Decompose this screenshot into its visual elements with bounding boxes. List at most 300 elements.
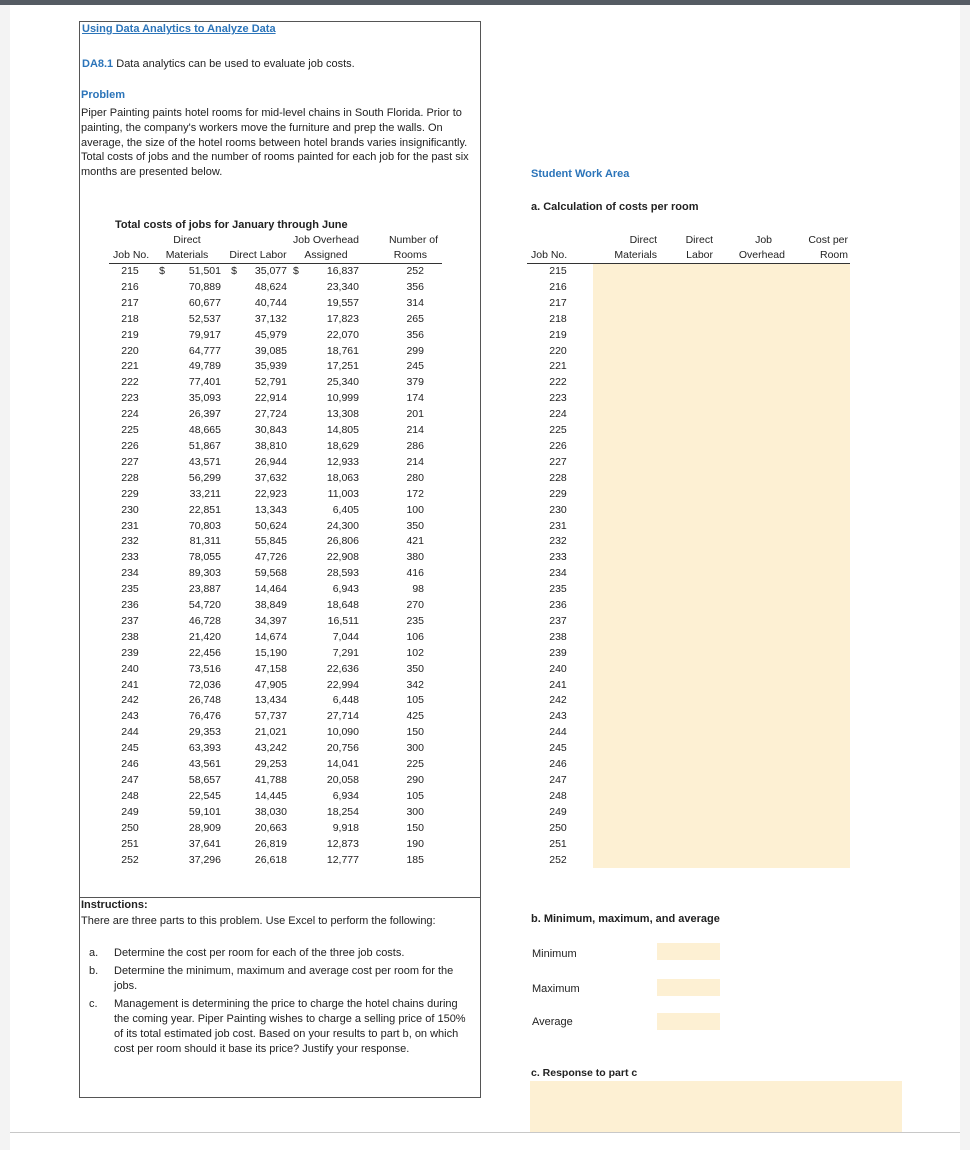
currency-cell	[151, 296, 165, 312]
work-labor-cell[interactable]	[657, 312, 717, 328]
work-labor-cell[interactable]	[657, 646, 717, 662]
work-cost-per-room-cell[interactable]	[787, 757, 850, 773]
overhead-cell: 19,557	[326, 296, 359, 309]
work-materials-cell[interactable]	[593, 344, 657, 360]
work-materials-cell[interactable]	[593, 646, 657, 662]
work-cost-per-room-cell[interactable]	[787, 487, 850, 503]
work-cost-per-room-cell[interactable]	[787, 471, 850, 487]
work-overhead-cell[interactable]	[717, 789, 787, 805]
materials-cell: 26,748	[188, 694, 221, 707]
maximum-input-cell[interactable]	[657, 979, 720, 996]
work-labor-cell[interactable]	[657, 423, 717, 439]
overhead-cell: 18,254	[326, 805, 359, 818]
overhead-cell: 16,511	[327, 614, 359, 627]
work-row	[527, 328, 850, 344]
rooms-cell: 342	[406, 678, 424, 691]
work-materials-cell[interactable]	[593, 407, 657, 423]
work-materials-cell[interactable]	[593, 693, 657, 709]
work-job-number-cell: 224	[549, 408, 567, 421]
currency-cell	[223, 359, 237, 375]
work-materials-cell[interactable]	[593, 534, 657, 550]
work-materials-cell[interactable]	[593, 614, 657, 630]
currency-cell	[293, 598, 303, 614]
work-materials-cell[interactable]	[593, 582, 657, 598]
work-job-number-cell: 218	[549, 312, 567, 325]
work-materials-cell[interactable]	[593, 741, 657, 757]
rooms-cell: 380	[406, 551, 424, 564]
work-labor-cell[interactable]	[657, 407, 717, 423]
labor-cell: 37,132	[254, 312, 287, 325]
job-number-cell: 215	[121, 265, 139, 277]
labor-cell: 52,791	[254, 376, 287, 389]
work-cost-per-room-cell[interactable]	[787, 423, 850, 439]
work-materials-cell[interactable]	[593, 439, 657, 455]
work-cost-per-room-cell[interactable]	[787, 709, 850, 725]
work-overhead-cell[interactable]	[717, 630, 787, 646]
currency-cell	[151, 582, 165, 598]
work-overhead-cell[interactable]	[717, 662, 787, 678]
materials-cell: 70,889	[188, 280, 221, 293]
overhead-cell: 22,636	[326, 662, 359, 675]
work-labor-cell[interactable]	[657, 296, 717, 312]
header-top-materials: Direct	[173, 234, 201, 246]
work-row	[527, 805, 850, 821]
work-labor-cell[interactable]	[657, 519, 717, 535]
work-overhead-cell[interactable]	[717, 296, 787, 312]
work-job-number-cell: 227	[549, 455, 567, 468]
work-labor-cell[interactable]	[657, 280, 717, 296]
work-materials-cell[interactable]	[593, 391, 657, 407]
work-materials-cell[interactable]	[593, 375, 657, 391]
rooms-cell: 105	[406, 789, 424, 802]
table-row	[109, 678, 442, 694]
work-cost-per-room-cell[interactable]	[787, 519, 850, 535]
work-cost-per-room-cell[interactable]	[787, 344, 850, 360]
table-row	[109, 328, 442, 344]
table-row	[109, 598, 442, 614]
work-labor-cell[interactable]	[657, 630, 717, 646]
work-cost-per-room-cell[interactable]	[787, 821, 850, 837]
work-materials-cell[interactable]	[593, 519, 657, 535]
work-cost-per-room-cell[interactable]	[787, 725, 850, 741]
work-cost-per-room-cell[interactable]	[787, 693, 850, 709]
work-materials-cell[interactable]	[593, 662, 657, 678]
work-overhead-cell[interactable]	[717, 805, 787, 821]
labor-cell: 13,343	[254, 503, 287, 516]
rooms-cell: 106	[406, 630, 424, 643]
table-header-bottom	[109, 248, 442, 264]
currency-cell	[293, 773, 303, 789]
overhead-cell: 6,405	[332, 503, 359, 516]
work-overhead-cell[interactable]	[717, 598, 787, 614]
materials-cell: 58,657	[188, 774, 221, 786]
work-cost-per-room-cell[interactable]	[787, 264, 850, 280]
work-cost-per-room-cell[interactable]	[787, 582, 850, 598]
work-labor-cell[interactable]	[657, 487, 717, 503]
labor-cell: 15,190	[254, 646, 287, 659]
work-labor-cell[interactable]	[657, 789, 717, 805]
work-cost-per-room-cell[interactable]	[787, 534, 850, 550]
work-cost-per-room-cell[interactable]	[787, 439, 850, 455]
table-row	[109, 757, 442, 773]
work-overhead-cell[interactable]	[717, 678, 787, 694]
work-overhead-cell[interactable]	[717, 693, 787, 709]
materials-cell: 29,353	[188, 726, 221, 739]
work-header-top-labor: Direct	[685, 234, 713, 246]
work-cost-per-room-cell[interactable]	[787, 598, 850, 614]
work-cost-per-room-cell[interactable]	[787, 741, 850, 757]
work-overhead-cell[interactable]	[717, 407, 787, 423]
currency-cell	[151, 344, 165, 360]
currency-cell	[293, 280, 303, 296]
work-labor-cell[interactable]	[657, 439, 717, 455]
work-labor-cell[interactable]	[657, 662, 717, 678]
work-overhead-cell[interactable]	[717, 614, 787, 630]
work-job-number-cell: 231	[549, 519, 567, 532]
work-cost-per-room-cell[interactable]	[787, 375, 850, 391]
rooms-cell: 100	[406, 503, 424, 516]
rooms-cell: 201	[406, 408, 424, 421]
work-materials-cell[interactable]	[593, 359, 657, 375]
work-row	[527, 487, 850, 503]
work-cost-per-room-cell[interactable]	[787, 407, 850, 423]
work-overhead-cell[interactable]	[717, 853, 787, 869]
part-b-title: b. Minimum, maximum, and average	[531, 913, 720, 925]
currency-cell	[151, 805, 165, 821]
currency-cell	[293, 534, 303, 550]
work-overhead-cell[interactable]	[717, 328, 787, 344]
work-cost-per-room-cell[interactable]	[787, 837, 850, 853]
currency-cell	[293, 455, 303, 471]
work-materials-cell[interactable]	[593, 757, 657, 773]
work-cost-per-room-cell[interactable]	[787, 328, 850, 344]
work-materials-cell[interactable]	[593, 630, 657, 646]
work-materials-cell[interactable]	[593, 789, 657, 805]
labor-cell: 20,663	[254, 821, 287, 834]
work-job-number-cell: 243	[549, 710, 567, 723]
overhead-cell: 17,251	[326, 360, 359, 373]
work-job-number-cell: 216	[549, 280, 567, 293]
labor-cell: 57,737	[254, 710, 287, 723]
work-materials-cell[interactable]	[593, 821, 657, 837]
work-cost-per-room-cell[interactable]	[787, 805, 850, 821]
overhead-cell: 13,308	[326, 408, 359, 421]
currency-cell	[223, 741, 237, 757]
job-number-cell: 250	[121, 821, 139, 834]
overhead-cell: 24,300	[326, 519, 359, 532]
currency-cell	[151, 598, 165, 614]
overhead-cell: 6,934	[332, 789, 359, 802]
job-number-cell: 216	[121, 280, 139, 293]
currency-cell	[293, 646, 303, 662]
work-materials-cell[interactable]	[593, 312, 657, 328]
work-overhead-cell[interactable]	[717, 757, 787, 773]
work-job-number-cell: 244	[549, 726, 567, 739]
work-job-number-cell: 220	[549, 344, 567, 357]
work-cost-per-room-cell[interactable]	[787, 853, 850, 869]
overhead-cell: 26,806	[326, 535, 359, 548]
work-row	[527, 598, 850, 614]
work-labor-cell[interactable]	[657, 391, 717, 407]
work-materials-cell[interactable]	[593, 280, 657, 296]
work-materials-cell[interactable]	[593, 455, 657, 471]
job-number-cell: 226	[121, 439, 139, 452]
job-number-cell: 244	[121, 726, 139, 739]
currency-cell	[223, 837, 237, 853]
currency-cell	[223, 312, 237, 328]
currency-cell	[151, 359, 165, 375]
work-labor-cell[interactable]	[657, 455, 717, 471]
currency-cell	[293, 391, 303, 407]
materials-cell: 43,561	[188, 758, 221, 771]
currency-cell	[151, 566, 165, 582]
work-overhead-cell[interactable]	[717, 375, 787, 391]
materials-cell: 26,397	[188, 408, 221, 421]
materials-cell: 46,728	[188, 614, 221, 627]
work-overhead-cell[interactable]	[717, 344, 787, 360]
work-overhead-cell[interactable]	[717, 534, 787, 550]
work-row	[527, 264, 850, 280]
currency-cell	[223, 678, 237, 694]
work-cost-per-room-cell[interactable]	[787, 280, 850, 296]
work-cost-per-room-cell[interactable]	[787, 391, 850, 407]
work-overhead-cell[interactable]	[717, 837, 787, 853]
work-labor-cell[interactable]	[657, 359, 717, 375]
materials-cell: 48,665	[188, 424, 221, 437]
work-overhead-cell[interactable]	[717, 709, 787, 725]
work-labor-cell[interactable]	[657, 566, 717, 582]
work-cost-per-room-cell[interactable]	[787, 678, 850, 694]
currency-cell	[223, 805, 237, 821]
work-overhead-cell[interactable]	[717, 773, 787, 789]
minimum-input-cell[interactable]	[657, 943, 720, 960]
work-labor-cell[interactable]	[657, 757, 717, 773]
work-cost-per-room-cell[interactable]	[787, 566, 850, 582]
rooms-cell: 225	[406, 758, 424, 771]
work-labor-cell[interactable]	[657, 598, 717, 614]
work-labor-cell[interactable]	[657, 805, 717, 821]
currency-cell	[151, 391, 165, 407]
work-overhead-cell[interactable]	[717, 519, 787, 535]
work-materials-cell[interactable]	[593, 773, 657, 789]
currency-cell	[223, 789, 237, 805]
work-cost-per-room-cell[interactable]	[787, 614, 850, 630]
work-cost-per-room-cell[interactable]	[787, 773, 850, 789]
table-row	[109, 280, 442, 296]
work-materials-cell[interactable]	[593, 598, 657, 614]
work-labor-cell[interactable]	[657, 773, 717, 789]
overhead-cell: 12,873	[326, 837, 359, 850]
currency-cell	[293, 375, 303, 391]
rooms-cell: 190	[406, 837, 424, 850]
work-job-number-cell: 236	[549, 599, 567, 612]
materials-cell: 22,456	[188, 646, 221, 659]
labor-cell: 50,624	[254, 519, 287, 532]
job-number-cell: 240	[121, 662, 139, 675]
rooms-cell: 174	[406, 392, 424, 405]
work-overhead-cell[interactable]	[717, 821, 787, 837]
work-materials-cell[interactable]	[593, 566, 657, 582]
average-input-cell[interactable]	[657, 1013, 720, 1030]
materials-cell: 63,393	[188, 742, 221, 755]
currency-cell	[223, 582, 237, 598]
work-labor-cell[interactable]	[657, 344, 717, 360]
work-overhead-cell[interactable]	[717, 439, 787, 455]
work-labor-cell[interactable]	[657, 821, 717, 837]
work-labor-cell[interactable]	[657, 678, 717, 694]
work-materials-cell[interactable]	[593, 550, 657, 566]
job-number-cell: 217	[121, 296, 139, 309]
work-materials-cell[interactable]	[593, 709, 657, 725]
work-cost-per-room-cell[interactable]	[787, 550, 850, 566]
part-c-response-cell[interactable]	[530, 1081, 902, 1132]
header-labor: Direct Labor	[229, 249, 287, 261]
work-cost-per-room-cell[interactable]	[787, 789, 850, 805]
work-row	[527, 693, 850, 709]
work-row	[527, 662, 850, 678]
job-number-cell: 242	[121, 694, 139, 707]
work-labor-cell[interactable]	[657, 534, 717, 550]
work-row	[527, 503, 850, 519]
work-header-top-jobno	[527, 233, 593, 248]
work-labor-cell[interactable]	[657, 328, 717, 344]
materials-cell: 22,545	[188, 789, 221, 802]
table-row	[109, 344, 442, 360]
work-materials-cell[interactable]	[593, 837, 657, 853]
header-jobno: Job No.	[113, 249, 150, 261]
work-materials-cell[interactable]	[593, 328, 657, 344]
currency-cell	[293, 312, 303, 328]
work-materials-cell[interactable]	[593, 296, 657, 312]
work-cost-per-room-cell[interactable]	[787, 359, 850, 375]
currency-cell	[151, 439, 165, 455]
labor-cell: 38,849	[254, 599, 287, 612]
work-labor-cell[interactable]	[657, 471, 717, 487]
work-materials-cell[interactable]	[593, 503, 657, 519]
job-number-cell: 220	[121, 344, 139, 357]
work-labor-cell[interactable]	[657, 693, 717, 709]
currency-cell	[293, 662, 303, 678]
job-number-cell: 227	[121, 455, 139, 468]
work-overhead-cell[interactable]	[717, 503, 787, 519]
work-row	[527, 646, 850, 662]
work-overhead-cell[interactable]	[717, 582, 787, 598]
work-overhead-cell[interactable]	[717, 471, 787, 487]
currency-cell	[223, 821, 237, 837]
work-overhead-cell[interactable]	[717, 312, 787, 328]
job-number-cell: 223	[121, 392, 139, 405]
work-materials-cell[interactable]	[593, 678, 657, 694]
materials-cell: 35,093	[188, 392, 221, 405]
work-header-materials: Materials	[614, 249, 657, 261]
work-cost-per-room-cell[interactable]	[787, 646, 850, 662]
work-job-number-cell: 248	[549, 789, 567, 802]
work-labor-cell[interactable]	[657, 725, 717, 741]
work-row	[527, 709, 850, 725]
work-labor-cell[interactable]	[657, 709, 717, 725]
right-gutter	[960, 5, 970, 1150]
work-labor-cell[interactable]	[657, 582, 717, 598]
materials-cell: 51,867	[188, 439, 221, 452]
work-overhead-cell[interactable]	[717, 264, 787, 280]
work-materials-cell[interactable]	[593, 853, 657, 869]
work-overhead-cell[interactable]	[717, 487, 787, 503]
work-overhead-cell[interactable]	[717, 280, 787, 296]
labor-cell: 26,618	[254, 853, 287, 866]
work-labor-cell[interactable]	[657, 741, 717, 757]
work-cost-per-room-cell[interactable]	[787, 455, 850, 471]
currency-cell	[151, 503, 165, 519]
work-materials-cell[interactable]	[593, 264, 657, 280]
work-materials-cell[interactable]	[593, 471, 657, 487]
table-row	[109, 439, 442, 455]
work-overhead-cell[interactable]	[717, 423, 787, 439]
work-cost-per-room-cell[interactable]	[787, 312, 850, 328]
work-labor-cell[interactable]	[657, 837, 717, 853]
work-labor-cell[interactable]	[657, 264, 717, 280]
rooms-cell: 280	[406, 471, 424, 484]
work-materials-cell[interactable]	[593, 725, 657, 741]
currency-cell	[151, 821, 165, 837]
currency-cell	[151, 455, 165, 471]
currency-cell	[151, 853, 165, 869]
table-row	[109, 407, 442, 423]
work-overhead-cell[interactable]	[717, 455, 787, 471]
work-labor-cell[interactable]	[657, 375, 717, 391]
work-cost-per-room-cell[interactable]	[787, 503, 850, 519]
work-overhead-cell[interactable]	[717, 741, 787, 757]
work-labor-cell[interactable]	[657, 614, 717, 630]
work-table	[527, 233, 850, 868]
work-materials-cell[interactable]	[593, 487, 657, 503]
work-overhead-cell[interactable]	[717, 391, 787, 407]
currency-cell	[293, 725, 303, 741]
work-labor-cell[interactable]	[657, 503, 717, 519]
table-row	[109, 359, 442, 375]
work-row	[527, 614, 850, 630]
currency-cell: $	[159, 265, 165, 277]
currency-cell	[151, 614, 165, 630]
work-cost-per-room-cell[interactable]	[787, 296, 850, 312]
work-cost-per-room-cell[interactable]	[787, 630, 850, 646]
work-overhead-cell[interactable]	[717, 566, 787, 582]
work-labor-cell[interactable]	[657, 550, 717, 566]
materials-cell: 56,299	[188, 471, 221, 484]
work-materials-cell[interactable]	[593, 805, 657, 821]
work-materials-cell[interactable]	[593, 423, 657, 439]
work-row	[527, 455, 850, 471]
overhead-cell: 9,918	[332, 821, 359, 834]
materials-cell: 60,677	[188, 296, 221, 309]
work-row	[527, 471, 850, 487]
instructions-intro: There are three parts to this problem. Use Excel to perform the following:	[81, 915, 436, 927]
overhead-cell: 12,933	[326, 455, 359, 468]
rooms-cell: 214	[406, 424, 424, 437]
work-overhead-cell[interactable]	[717, 725, 787, 741]
work-labor-cell[interactable]	[657, 853, 717, 869]
overhead-cell: 20,756	[326, 742, 359, 755]
work-overhead-cell[interactable]	[717, 550, 787, 566]
work-overhead-cell[interactable]	[717, 646, 787, 662]
labor-cell: 59,568	[254, 567, 287, 580]
work-job-number-cell: 219	[549, 328, 567, 341]
work-header-top-materials: Direct	[629, 234, 657, 246]
work-overhead-cell[interactable]	[717, 359, 787, 375]
rooms-cell: 314	[406, 296, 424, 309]
currency-cell	[151, 280, 165, 296]
rooms-cell: 150	[406, 821, 424, 834]
work-cost-per-room-cell[interactable]	[787, 662, 850, 678]
